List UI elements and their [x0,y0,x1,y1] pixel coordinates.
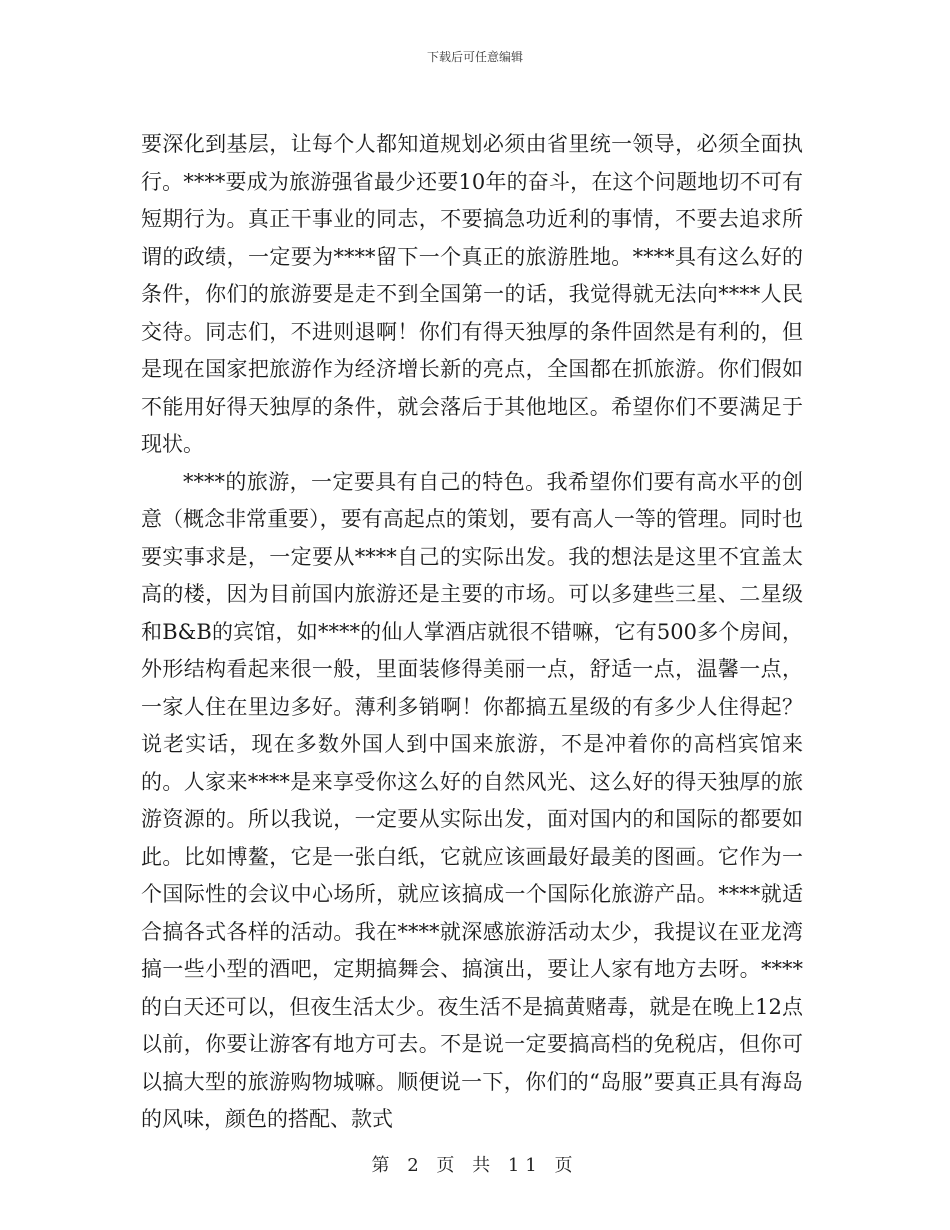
page-number-footer: 第 2 页 共 11 页 [371,1155,579,1176]
paragraph-tourism-features: ****的旅游，一定要具有自己的特色。我希望你们要有高水平的创意（概念非常重要），要有高起点的策划，要有高人一等的管理。同时也要实事求是，一定要从****自己的实际出发。我的想法是这里不宜盖太高的楼，因为目前国内旅游还是主要的市场。可以多建些三星、二星级和B&B的宾馆，如****的仙人掌酒店就很不错嘛，它有500多个房间，外形结构看起来很一般，里面装修得美丽一点，舒适一点，温馨一点，一家人住在里边多好。薄利多销啊！你都搞五星级的有多少人住得起？说老实话，现在多数外国人到中国来旅游，不是冲着你的高档宾馆来的。人家来****是来享受你这么好的自然风光、这么好的得天独厚的旅游资源的。所以我说，一定要从实际出发，面对国内的和国际的都要如此。比如博鳌，它是一张白纸，它就应该画最好最美的图画。它作为一个国际性的会议中心场所，就应该搞成一个国际化旅游产品。****就适合搞各式各样的活动。我在****就深感旅游活动太少，我提议在亚龙湾搞一些小型的酒吧，定期搞舞会、搞演出，要让人家有地方去呀。****的白天还可以，但夜生活太少。夜生活不是搞黄赌毒，就是在晚上12点以前，你要让游客有地方可去。不是说一定要搞高档的免税店，但你可以搞大型的旅游购物城嘛。顺便说一下，你们的“岛服”要真正具有海岛的风味，颜色的搭配、款式 [141,469,803,1131]
document-body [141,126,803,1139]
paragraph-continuation: 要深化到基层，让每个人都知道规划必须由省里统一领导，必须全面执行。****要成为旅游强省最少还要10年的奋斗，在这个问题地切不可有短期行为。真正干事业的同志，不要搞急功近利的事情，不要去追求所谓的政绩，一定要为****留下一个真正的旅游胜地。****具有这么好的条件，你们的旅游要是走不到全国第一的话，我觉得就无法向****人民交待。同志们，不进则退啊！你们有得天独厚的条件固然是有利的，但是现在国家把旅游作为经济增长新的亮点，全国都在抓旅游。你们假如不能用好得天独厚的条件，就会落后于其他地区。希望你们不要满足于现状。 [141,132,803,456]
page-header-note: 下载后可任意编辑 [426,50,523,64]
